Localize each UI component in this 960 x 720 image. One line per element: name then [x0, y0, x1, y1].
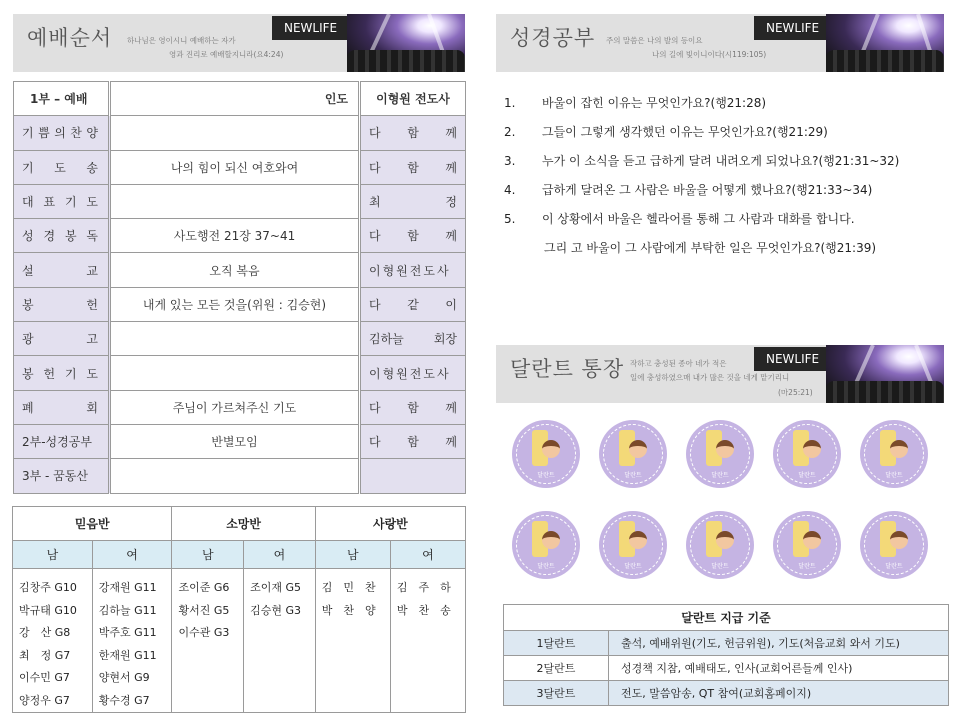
student-name: 황서진 G5: [178, 603, 230, 617]
worship-row: [14, 219, 466, 253]
male-header: 남: [172, 541, 244, 569]
talent-title: 달란트 통장: [510, 357, 625, 381]
study-question: 1. 바울이 잡힌 이유는 무엇인가요?(행21:28): [504, 96, 767, 110]
header-leader: 이형원 전도사: [360, 82, 466, 116]
worship-content: 내게 있는 모든 것을(위원 : 김승현): [110, 287, 360, 321]
student-name: 이수관 G3: [178, 626, 230, 639]
student-name: 김 민 찬: [321, 581, 376, 594]
worship-row: [14, 390, 466, 424]
worship-content: 주님이 가르쳐주신 기도: [110, 390, 360, 424]
talent-coin-icon: 달란트: [860, 511, 928, 579]
newlife-tag: NEWLIFE: [272, 16, 349, 40]
criteria-value: 전도, 말씀암송, QT 참여(교회홈페이지): [609, 681, 949, 706]
worship-content: [110, 184, 360, 218]
student-name: 한재원 G11: [98, 648, 157, 662]
worship-leader: 김하늘 회장: [360, 322, 466, 356]
criteria-key: 1달란트: [504, 631, 609, 656]
worship-item: 기 도 송: [14, 150, 110, 184]
worship-item: 봉 헌 기 도: [14, 356, 110, 390]
study-question: 2. 그들이 그렇게 생각했던 이유는 무엇인가요?(행21:29): [504, 125, 828, 139]
class-name-column: [13, 569, 93, 713]
talent-photo: [826, 345, 944, 403]
student-name: 김 주 하: [396, 581, 451, 594]
male-header: 남: [315, 541, 390, 569]
female-header: 여: [390, 541, 465, 569]
group-faith: 믿음반: [13, 507, 172, 541]
talent-coin-icon: 달란트: [599, 511, 667, 579]
worship-leader: 다 함 께: [360, 150, 466, 184]
student-name: 이수민 G7: [19, 671, 70, 684]
worship-content: 사도행전 21장 37~41: [110, 219, 360, 253]
study-photo: [826, 14, 944, 72]
talent-coin-icon: 달란트: [860, 420, 928, 488]
student-name: 박주호 G11: [98, 626, 157, 639]
worship-row: [14, 184, 466, 218]
class-table: [12, 506, 466, 713]
male-header: 남: [13, 541, 93, 569]
newlife-tag: NEWLIFE: [754, 16, 831, 40]
worship-row: [14, 287, 466, 321]
part-label: 1부 – 예배: [14, 82, 110, 116]
worship-leader: 다 같 이: [360, 287, 466, 321]
student-name: 박규태 G10: [19, 603, 77, 617]
worship-item: 대 표 기 도: [14, 184, 110, 218]
criteria-row: [504, 681, 949, 706]
worship-order-table: [13, 81, 466, 494]
worship-item: 3부 - 꿈동산: [14, 459, 110, 493]
worship-item: 성 경 봉 독: [14, 219, 110, 253]
talent-header: [496, 345, 944, 403]
worship-item: 기 쁨 의 찬 양: [14, 116, 110, 150]
student-name: 조이준 G6: [178, 581, 230, 594]
worship-row: [14, 356, 466, 390]
worship-item: 광 고: [14, 322, 110, 356]
study-question: 5. 이 상황에서 바울은 헬라어를 통해 그 사람과 대화를 합니다.: [504, 212, 855, 226]
study-question: 그리 고 바울이 그 사람에게 부탁한 일은 무엇인가요?(행21:39): [544, 241, 877, 255]
student-name: 김하늘 G11: [98, 603, 157, 617]
student-name: 박 찬 양: [321, 603, 376, 617]
student-name: 최 정 G7: [19, 648, 71, 662]
worship-photo: [347, 14, 465, 72]
class-name-column: [244, 569, 316, 713]
group-hope: 소망반: [172, 507, 315, 541]
worship-row: [14, 150, 466, 184]
criteria-key: 2달란트: [504, 656, 609, 681]
worship-item: 2부-성경공부: [14, 424, 110, 458]
newlife-tag: NEWLIFE: [754, 347, 831, 371]
talent-coin-icon: 달란트: [512, 420, 580, 488]
worship-verse: 하나님은 영이시니 예배하는 자가 영과 진리로 예배할지니라(요4:24): [127, 36, 284, 60]
worship-row: [14, 116, 466, 150]
study-question: 4. 급하게 달려온 그 사람은 바울을 어떻게 했나요?(행21:33~34): [504, 183, 873, 197]
student-name: 양정우 G7: [19, 693, 70, 707]
worship-leader: 다 함 께: [360, 390, 466, 424]
worship-row: [14, 424, 466, 458]
talent-coin-icon: 달란트: [773, 420, 841, 488]
student-name: 황수경 G7: [98, 693, 150, 707]
worship-row: [14, 459, 466, 493]
criteria-value: 출석, 예배위원(기도, 헌금위원), 기도(처음교회 와서 기도): [609, 631, 949, 656]
worship-content: [110, 322, 360, 356]
study-title: 성경공부: [510, 26, 596, 50]
student-name: 강재원 G11: [98, 581, 157, 594]
worship-leader: 이형원전도사: [360, 253, 466, 287]
worship-leader: [360, 459, 466, 493]
worship-title: 예배순서: [27, 26, 113, 50]
worship-content: 나의 힘이 되신 여호와여: [110, 150, 360, 184]
worship-content: 반별모임: [110, 424, 360, 458]
worship-row: [14, 253, 466, 287]
header-middle: 인도: [110, 82, 360, 116]
worship-leader: 다 함 께: [360, 424, 466, 458]
worship-item: 설 교: [14, 253, 110, 287]
talent-coin-icon: 달란트: [512, 511, 580, 579]
worship-content: [110, 356, 360, 390]
criteria-key: 3달란트: [504, 681, 609, 706]
worship-row: [14, 322, 466, 356]
class-name-column: [315, 569, 390, 713]
student-name: 양현서 G9: [98, 671, 150, 684]
talent-coin-icon: 달란트: [686, 420, 754, 488]
criteria-row: [504, 656, 949, 681]
worship-item: 폐 회: [14, 390, 110, 424]
worship-leader: 다 함 께: [360, 219, 466, 253]
class-name-column: [390, 569, 465, 713]
worship-leader: 다 함 께: [360, 116, 466, 150]
criteria-row: [504, 631, 949, 656]
worship-header: [13, 14, 465, 72]
talent-coin-icon: 달란트: [599, 420, 667, 488]
worship-content: [110, 459, 360, 493]
student-name: 김승현 G3: [250, 603, 302, 617]
student-name: 박 찬 송: [396, 603, 451, 617]
talent-coin-icon: 달란트: [686, 511, 754, 579]
class-name-column: [172, 569, 244, 713]
worship-content: [110, 116, 360, 150]
student-name: 강 산 G8: [19, 626, 71, 639]
student-name: 조이재 G5: [250, 581, 302, 594]
student-name: 김창주 G10: [19, 581, 77, 594]
talent-criteria-table: [503, 604, 949, 706]
worship-content: 오직 복음: [110, 253, 360, 287]
worship-leader: 이형원전도사: [360, 356, 466, 390]
talent-verse: 작하고 충성된 종아 네가 적은 일에 충성하였으매 내가 많은 것을 네게 맡기리니 (마25:21): [630, 359, 813, 397]
criteria-title: 달란트 지급 기준: [504, 605, 949, 631]
worship-leader: 최 정: [360, 184, 466, 218]
class-name-column: [92, 569, 172, 713]
study-verse: 주의 말씀은 나의 발의 등이요 나의 길에 빛이니이다(시119:105): [606, 36, 767, 60]
study-header: [496, 14, 944, 72]
criteria-value: 성경책 지참, 예배태도, 인사(교회어른들께 인사): [609, 656, 949, 681]
talent-coin-icon: 달란트: [773, 511, 841, 579]
female-header: 여: [244, 541, 316, 569]
study-question: 3. 누가 이 소식을 듣고 급하게 달려 내려오게 되었나요?(행21:31~32): [504, 154, 900, 168]
worship-item: 봉 헌: [14, 287, 110, 321]
group-love: 사랑반: [315, 507, 465, 541]
female-header: 여: [92, 541, 172, 569]
